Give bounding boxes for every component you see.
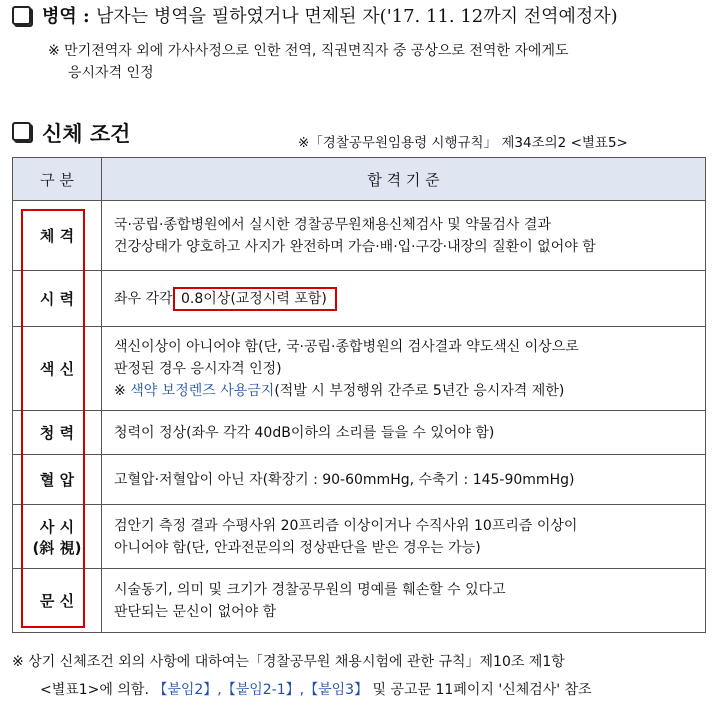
attachment-links: 【붙임2】,【붙임2-1】,【붙임3】 xyxy=(153,682,369,698)
table-row xyxy=(13,455,706,505)
table-row xyxy=(13,271,706,327)
row-criteria: 검안기 측정 결과 수평사위 20프리즘 이상이거나 수직사위 10프리즘 이상이 아니어야 함(단, 안과전문의의 정상판단을 받은 경우는 가능) xyxy=(102,505,706,569)
regulation-reference: ※「경찰공무원임용령 시행규칙」 제34조의2 <별표5> xyxy=(298,135,628,151)
color-lens-note: ※ 색약 보정렌즈 사용금지(적발 시 부정행위 간주로 5년간 응시자격 제한) xyxy=(114,382,565,399)
table-row xyxy=(13,201,706,271)
requirements-table xyxy=(12,157,706,633)
footer-note-continued: <별표1>에 의함. 【붙임2】,【붙임2-1】,【붙임3】 및 공고문 11페이지 '신체검사' 참조 xyxy=(40,682,592,698)
row-category: 색 신 xyxy=(13,327,102,411)
row-criteria: 좌우 각각 0.8이상(교정시력 포함) xyxy=(102,271,706,327)
table-row xyxy=(13,411,706,455)
checkbox-icon xyxy=(12,6,31,25)
table-row xyxy=(13,327,706,411)
table-row xyxy=(13,569,706,633)
row-criteria: 국·공립·종합병원에서 실시한 경찰공무원채용신체검사 및 약물검사 결과 건강상태가 양호하고 사지가 완전하며 가슴·배·입·구강·내장의 질환이 없어야 함 xyxy=(102,201,706,271)
section-title: 신체 조건 xyxy=(42,121,131,146)
table-header xyxy=(13,158,706,201)
row-category: 시 력 xyxy=(13,271,102,327)
header-criteria: 합 격 기 준 xyxy=(102,158,706,201)
military-text: 남자는 병역을 필하였거나 면제된 자('17. 11. 12까지 전역예정자) xyxy=(95,6,618,27)
row-criteria: 청력이 정상(좌우 각각 40dB이하의 소리를 들을 수 있어야 함) xyxy=(102,411,706,455)
footer-note: ※ 상기 신체조건 외의 사항에 대하여는「경찰공무원 채용시험에 관한 규칙」제10조 제1항 xyxy=(12,654,565,670)
category-highlight-frame xyxy=(21,209,85,628)
military-note: ※ 만기전역자 외에 가사사정으로 인한 전역, 직권면직자 중 공상으로 전역한 자에게도 응시자격 인정 xyxy=(48,43,569,81)
header-category: 구 분 xyxy=(13,158,102,201)
row-category: 사 시 (斜 視) xyxy=(13,505,102,569)
checkbox-icon xyxy=(12,122,31,141)
row-criteria: 고혈압·저혈압이 아닌 자(확장기 : 90-60mmHg, 수축기 : 145-90mmHg) xyxy=(102,455,706,505)
row-category: 문 신 xyxy=(13,569,102,633)
row-category: 체 격 xyxy=(13,201,102,271)
row-criteria: 시술동기, 의미 및 크기가 경찰공무원의 명예를 훼손할 수 있다고 판단되는 문신이 없어야 함 xyxy=(102,569,706,633)
military-heading: 병역 : 남자는 병역을 필하였거나 면제된 자('17. 11. 12까지 전역예정자) xyxy=(42,6,618,27)
vision-highlight: 0.8이상(교정시력 포함) xyxy=(173,287,337,311)
row-criteria: 색신이상이 아니어야 함(단, 국·공립·종합병원의 검사결과 약도색신 이상으로 판정된 경우 응시자격 인정) ※ 색약 보정렌즈 사용금지(적발 시 부정행위 간주로 5년간 응시자격 제한) xyxy=(102,327,706,411)
military-label: 병역 xyxy=(42,6,77,27)
row-category: 청 력 xyxy=(13,411,102,455)
table-row xyxy=(13,505,706,569)
row-category: 혈 압 xyxy=(13,455,102,505)
